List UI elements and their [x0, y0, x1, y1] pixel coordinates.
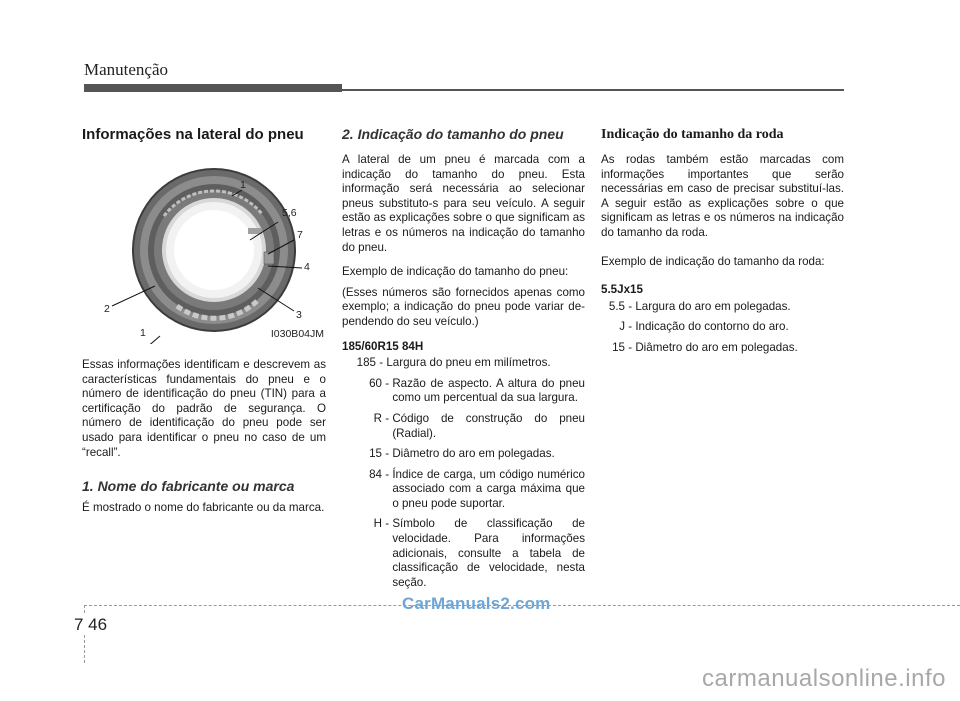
- spec-code: 15: [369, 447, 382, 461]
- tire-size-paragraph: A lateral de um pneu é marcada com a indicação do tamanho do pneu. Esta informação será necessária ao selecionar pneus substituto-s para seu veículo. A seguir estão as explicações sobre o que significam as letras e os números na indicação do tamanho do pneu.: [342, 153, 585, 254]
- header-rule-thin: [342, 89, 844, 91]
- wheel-size-example: 5.5Jx15: [601, 283, 643, 297]
- spec-text: Índice de carga, um código numérico associado com a carga máxima que o pneu pode suportar.: [392, 467, 585, 510]
- spec-text: Razão de aspecto. A altura do pneu como um percentual da sua largura.: [392, 376, 585, 405]
- column-2: [342, 126, 585, 590]
- spec-code: 5.5: [608, 299, 625, 313]
- spec-code: 60: [369, 376, 382, 390]
- spec-text: Código de construção do pneu (Radial).: [392, 411, 585, 440]
- header-rule-thick: [84, 84, 342, 92]
- spec-code: 15: [612, 340, 625, 354]
- figure-label-1b: 1: [140, 327, 146, 339]
- section-title: Manutenção: [84, 60, 169, 79]
- list-item: 5.5 - Largura do aro em polegadas.: [601, 300, 844, 315]
- list-item: 15 - Diâmetro do aro em polegadas.: [601, 341, 844, 356]
- tire-spec-list: [342, 356, 585, 590]
- tire-info-heading: Informações na lateral do pneu: [82, 126, 304, 143]
- figure-label-5-6: 5,6: [282, 207, 297, 219]
- spec-text: Diâmetro do aro em polegadas.: [635, 340, 798, 354]
- watermark-bottom: carmanualsonline.info: [702, 665, 946, 692]
- figure-label-3: 3: [296, 309, 302, 321]
- list-item: 15 - Diâmetro do aro em polegadas.: [342, 447, 585, 462]
- column-1: [82, 126, 326, 516]
- list-item: R - Código de construção do pneu (Radial).: [342, 412, 585, 441]
- tire-info-paragraph: Essas informações identificam e descrevem as características fundamentais do pneu e o número de identificação do pneu (TIN) para a certificação do padrão de segurança. O número de identificação do pneu pode ser usado para identificar o pneu no caso de um “recall”.: [82, 358, 326, 459]
- list-item: J - Indicação do contorno do aro.: [601, 320, 844, 335]
- list-item: 84 - Índice de carga, um código numérico associado com a carga máxima que o pneu pode suportar.: [342, 468, 585, 512]
- wheel-size-paragraph: As rodas também estão marcadas com informações importantes que serão necessárias em caso de precisar substituí-las. A seguir estão as explicações sobre o que significam as letras e os números na indicação do tamanho da roda.: [601, 153, 844, 239]
- spec-code: J: [619, 320, 625, 334]
- figure-label-1: 1: [240, 179, 246, 191]
- spec-text: Largura do aro em polegadas.: [635, 299, 791, 313]
- tire-size-example-label: Exemplo de indicação do tamanho do pneu:: [342, 265, 569, 279]
- wheel-size-example-label: Exemplo de indicação do tamanho da roda:: [601, 254, 825, 268]
- list-item: H - Símbolo de classificação de velocidade. Para informações adicionais, consulte a tabela de classificação de velocidade, nesta seção.: [342, 517, 585, 590]
- figure-label-4: 4: [304, 261, 310, 273]
- spec-code: 84: [369, 467, 382, 481]
- spec-code: H: [373, 517, 382, 531]
- column-3: [601, 126, 844, 356]
- figure-label-7: 7: [297, 229, 303, 241]
- tire-size-heading: 2. Indicação do tamanho do pneu: [342, 126, 564, 142]
- spec-code: 185: [356, 356, 376, 370]
- manufacturer-heading: 1. Nome do fabricante ou marca: [82, 478, 295, 495]
- watermark-link[interactable]: CarManuals2.com: [402, 594, 551, 613]
- tire-size-note: (Esses números são fornecidos apenas como exemplo; a indicação do pneu pode variar de-pendendo do seu veículo.): [342, 285, 585, 328]
- spec-code: R: [373, 411, 382, 425]
- figure-code: I030B04JM: [270, 328, 324, 341]
- spec-text: Diâmetro do aro em polegadas.: [392, 447, 555, 461]
- list-item: 185 - Largura do pneu em milímetros.: [342, 356, 585, 371]
- spec-text: Indicação do contorno do aro.: [635, 320, 789, 334]
- manufacturer-paragraph: É mostrado o nome do fabricante ou da marca.: [82, 501, 325, 515]
- tire-illustration: [82, 156, 326, 344]
- tire-figure: [82, 156, 326, 344]
- figure-label-2: 2: [104, 303, 110, 315]
- page-number: 7 46: [74, 615, 108, 634]
- wheel-spec-list: [601, 300, 844, 356]
- spec-text: Símbolo de classificação de velocidade. Para informações adicionais, consulte a tabela de classificação de velocidade, nesta seção.: [392, 517, 585, 589]
- spec-text: Largura do pneu em milímetros.: [386, 356, 551, 370]
- list-item: 60 - Razão de aspecto. A altura do pneu como um percentual da sua largura.: [342, 377, 585, 406]
- tire-size-example: 185/60R15 84H: [342, 339, 424, 353]
- wheel-size-heading: Indicação do tamanho da roda: [601, 127, 784, 142]
